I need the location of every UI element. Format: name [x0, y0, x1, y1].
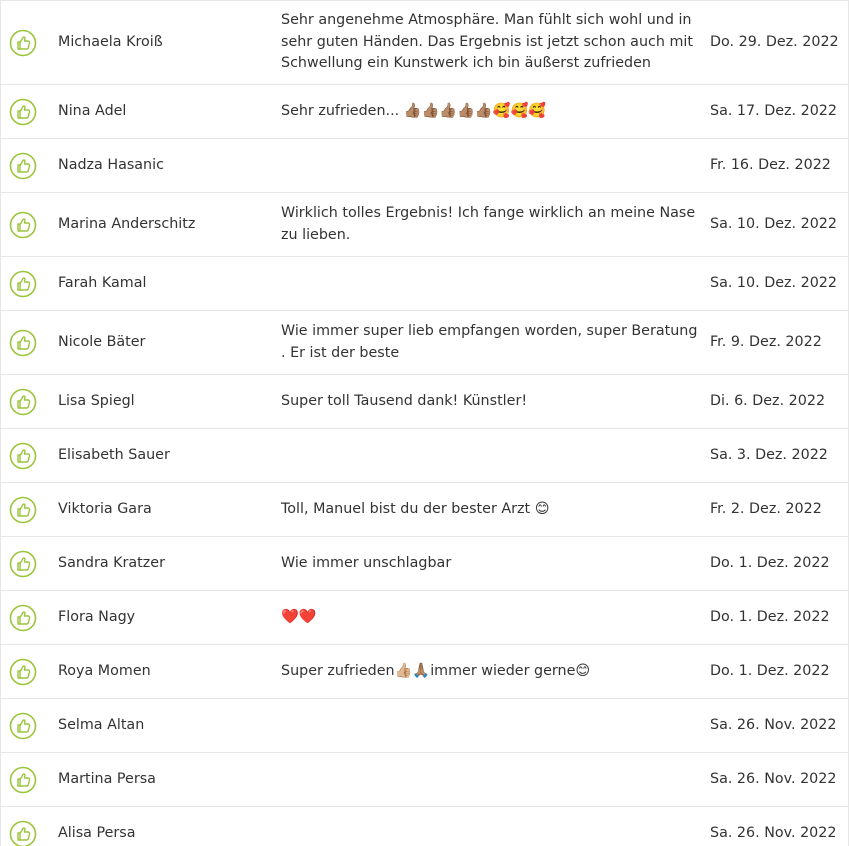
thumbs-up-icon: [9, 712, 37, 740]
like-cell: [1, 550, 58, 578]
review-row: [1, 375, 848, 429]
reviewer-name: Alisa Persa: [58, 824, 136, 841]
thumbs-up-icon: [9, 29, 37, 57]
thumbs-up-icon: [9, 820, 37, 846]
like-cell: [1, 442, 58, 470]
review-row: [1, 699, 848, 753]
reviewer-name: Nina Adel: [58, 102, 127, 119]
thumbs-up-icon: [9, 604, 37, 632]
review-row: [1, 591, 848, 645]
thumbs-up-icon: [9, 550, 37, 578]
review-comment: Wirklich tolles Ergebnis! Ich fange wirklich an meine Nase zu lieben.: [281, 205, 696, 243]
review-comment: Toll, Manuel bist du der bester Arzt 😊: [281, 500, 550, 517]
thumbs-up-icon: [9, 211, 37, 239]
review-date: Sa. 10. Dez. 2022: [710, 274, 837, 291]
thumbs-up-icon: [9, 329, 37, 357]
review-comment: ❤️❤️: [281, 608, 317, 625]
review-row: [1, 193, 848, 257]
review-comment: Super zufrieden👍🏼🙏🏽immer wieder gerne😊: [281, 662, 591, 679]
review-comment: Wie immer super lieb empfangen worden, super Beratung . Er ist der beste: [281, 323, 698, 361]
like-cell: [1, 329, 58, 357]
review-row: [1, 0, 848, 85]
review-date: Do. 1. Dez. 2022: [710, 554, 830, 571]
review-comment: Sehr angenehme Atmosphäre. Man fühlt sich wohl und in sehr guten Händen. Das Ergebnis ist jetzt schon auch mit Schwellung ein Kunstwerk ich bin äußerst zufrieden: [281, 12, 693, 72]
like-cell: [1, 98, 58, 126]
review-date: Fr. 16. Dez. 2022: [710, 156, 831, 173]
thumbs-up-icon: [9, 658, 37, 686]
reviewer-name: Michaela Kroiß: [58, 33, 163, 50]
reviewer-name: Farah Kamal: [58, 274, 147, 291]
review-date: Do. 29. Dez. 2022: [710, 33, 839, 50]
review-row: [1, 429, 848, 483]
thumbs-up-icon: [9, 270, 37, 298]
review-row: [1, 85, 848, 139]
like-cell: [1, 29, 58, 57]
review-row: [1, 483, 848, 537]
like-cell: [1, 211, 58, 239]
thumbs-up-icon: [9, 496, 37, 524]
like-cell: [1, 712, 58, 740]
thumbs-up-icon: [9, 388, 37, 416]
review-row: [1, 645, 848, 699]
review-date: Sa. 17. Dez. 2022: [710, 102, 837, 119]
review-row: [1, 807, 848, 846]
review-row: [1, 311, 848, 375]
reviewer-name: Selma Altan: [58, 716, 145, 733]
review-row: [1, 537, 848, 591]
like-cell: [1, 820, 58, 846]
reviewer-name: Marina Anderschitz: [58, 215, 196, 232]
thumbs-up-icon: [9, 152, 37, 180]
review-date: Do. 1. Dez. 2022: [710, 608, 830, 625]
like-cell: [1, 604, 58, 632]
reviewer-name: Roya Momen: [58, 662, 151, 679]
reviewer-name: Martina Persa: [58, 770, 156, 787]
review-date: Fr. 9. Dez. 2022: [710, 333, 822, 350]
review-date: Do. 1. Dez. 2022: [710, 662, 830, 679]
reviewer-name: Viktoria Gara: [58, 500, 152, 517]
review-date: Sa. 10. Dez. 2022: [710, 215, 837, 232]
like-cell: [1, 658, 58, 686]
reviewer-name: Nicole Bäter: [58, 333, 146, 350]
reviewer-name: Elisabeth Sauer: [58, 446, 170, 463]
like-cell: [1, 766, 58, 794]
review-date: Fr. 2. Dez. 2022: [710, 500, 822, 517]
review-row: [1, 257, 848, 311]
review-comment: Wie immer unschlagbar: [281, 554, 452, 571]
review-date: Sa. 26. Nov. 2022: [710, 770, 837, 787]
thumbs-up-icon: [9, 442, 37, 470]
reviewer-name: Flora Nagy: [58, 608, 136, 625]
reviewer-name: Nadza Hasanic: [58, 156, 164, 173]
thumbs-up-icon: [9, 98, 37, 126]
review-date: Sa. 26. Nov. 2022: [710, 824, 837, 841]
reviewer-name: Lisa Spiegl: [58, 392, 135, 409]
review-row: [1, 139, 848, 193]
review-comment: Super toll Tausend dank! Künstler!: [281, 392, 528, 409]
like-cell: [1, 270, 58, 298]
review-comment: Sehr zufrieden... 👍🏽👍🏽👍🏽👍🏽👍🏽🥰🥰🥰: [281, 102, 547, 119]
review-date: Sa. 26. Nov. 2022: [710, 716, 837, 733]
like-cell: [1, 152, 58, 180]
thumbs-up-icon: [9, 766, 37, 794]
review-date: Sa. 3. Dez. 2022: [710, 446, 828, 463]
like-cell: [1, 496, 58, 524]
like-cell: [1, 388, 58, 416]
reviewer-name: Sandra Kratzer: [58, 554, 165, 571]
review-row: [1, 753, 848, 807]
review-date: Di. 6. Dez. 2022: [710, 392, 826, 409]
